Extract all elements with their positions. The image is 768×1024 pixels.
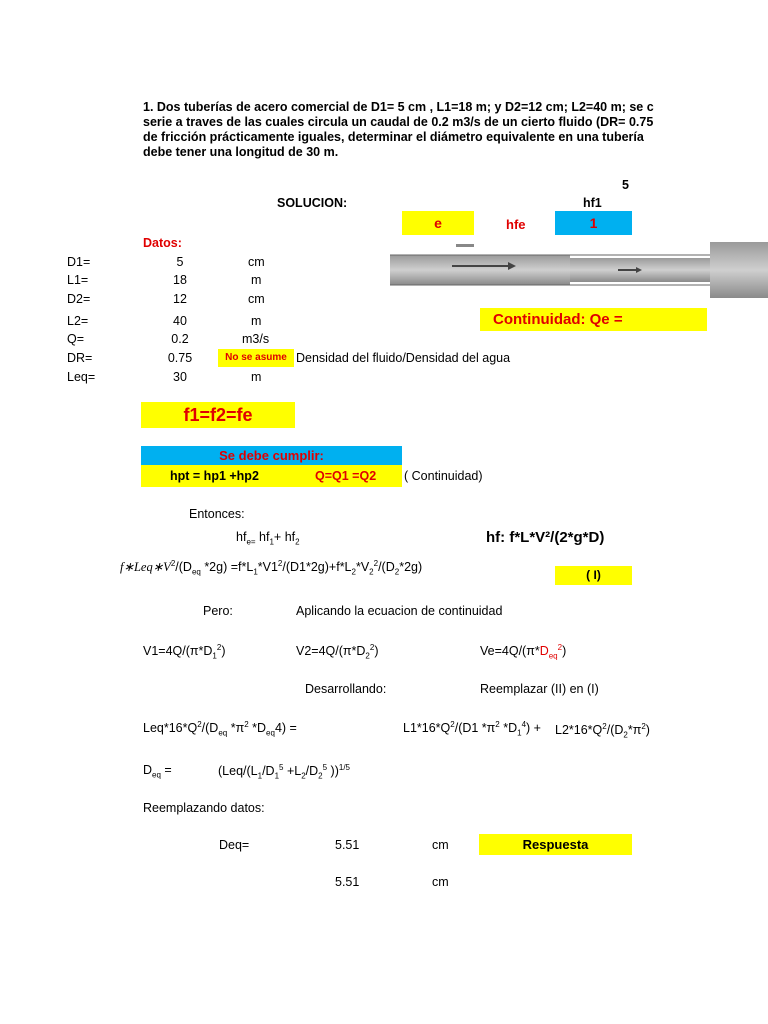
continuidad-box: Continuidad: Qe =	[480, 308, 707, 331]
datos-unit: m3/s	[242, 332, 270, 346]
datos-unit: m	[251, 273, 262, 287]
reemplazando-label: Reemplazando datos:	[143, 801, 265, 815]
datos-label: D1=	[67, 255, 91, 269]
datos-value: 40	[173, 314, 187, 328]
one-cell: 1	[555, 211, 632, 235]
datos-value: 5	[176, 255, 184, 269]
hf-formula: hf: f*L*V²/(2*g*D)	[486, 529, 605, 546]
dr-description: Densidad del fluido/Densidad del agua	[296, 351, 511, 365]
respuesta-badge: Respuesta	[479, 834, 632, 855]
datos-title: Datos:	[143, 236, 182, 250]
deq-result-value-2: 5.51	[335, 875, 360, 889]
large-pipe	[710, 242, 768, 298]
eq-i-label: ( I)	[555, 566, 632, 585]
l2-term: $L2*16*Q^2/(D_2*\pi^2)$	[555, 722, 650, 740]
hpt-equation: hpt = hp1 +hp2	[170, 469, 259, 483]
entonces-label: Entonces:	[189, 507, 245, 521]
small-pipe	[390, 255, 570, 285]
datos-unit: m	[251, 370, 262, 384]
l1-term: $L1*16*Q^2/(D1$ $*\pi^2$ $*D_1^4$) +	[403, 720, 541, 738]
no-se-asume-badge: No se asume	[218, 349, 294, 367]
datos-label: Q=	[67, 332, 85, 346]
datos-unit: cm	[248, 292, 265, 306]
datos-value: 0.2	[171, 332, 189, 346]
hfe-label: hfe	[506, 217, 526, 232]
reemplazar-label: Reemplazar (II) en (I)	[480, 682, 599, 696]
deq-result-unit: cm	[432, 838, 449, 852]
aplicando-label: Aplicando la ecuacion de continuidad	[296, 604, 503, 618]
deq-formula: ($Leq/(L_1/D_1^5 +L_2/D_2^5$ ))$^{1/5}$	[218, 763, 350, 781]
datos-unit: m	[251, 314, 262, 328]
problem-line: serie a traves de las cuales circula un caudal de 0.2 m3/s de un cierto fluido (DR= 0.75	[143, 115, 654, 129]
deq-result-label: Deq=	[219, 838, 250, 852]
datos-label: L2=	[67, 314, 89, 328]
pipe-diagram	[390, 240, 768, 300]
hf-sum-equation: $hf_{e=}$ $hf_1+ hf_2$	[236, 530, 300, 547]
datos-value: 12	[173, 292, 187, 306]
problem-statement	[143, 100, 654, 160]
deq-result-unit-2: cm	[432, 875, 449, 889]
friction-equality: f1=f2=fe	[141, 402, 295, 428]
e-cell: e	[402, 211, 474, 235]
continuidad-note: ( Continuidad)	[404, 469, 483, 483]
cell-five: 5	[622, 178, 629, 192]
problem-line: de fricción prácticamente iguales, determinar el diámetro equivalente en una tubería	[143, 130, 644, 144]
datos-label: DR=	[67, 351, 93, 365]
pero-label: Pero:	[203, 604, 233, 618]
leq-equation: $Leq*16*Q^2/(D_{eq}$ $*\pi^2$ $*D_{eq}4$) =	[143, 720, 297, 738]
energy-equation: $f∗Leq∗V^2/(D_{eq}$ $*2g) =f*L_1*V1^2/(D1*2g)+f*L_2*V_2^2/(D_2*2g)$	[120, 559, 423, 577]
desarrollando-label: Desarrollando:	[305, 682, 387, 696]
datos-label: Leq=	[67, 370, 96, 384]
deq-result-value: 5.51	[335, 838, 360, 852]
datos-value: 30	[173, 370, 187, 384]
datos-label: L1=	[67, 273, 89, 287]
problem-line: 1. Dos tuberías de acero comercial de D1= 5 cm , L1=18 m; y D2=12 cm; L2=40 m; se c	[143, 100, 654, 114]
deq-label: $D_{eq}$ =	[143, 763, 172, 780]
q-equation: Q=Q1 =Q2	[315, 469, 377, 483]
hf1-label: hf1	[583, 196, 602, 210]
problem-line: debe tener una longitud de 30 m.	[143, 145, 339, 159]
datos-unit: cm	[248, 255, 265, 269]
solucion-label: SOLUCION:	[277, 196, 348, 210]
datos-value: 0.75	[167, 351, 193, 365]
ve-equation: $Ve=4Q/(\pi*D_{eq}^2)$	[480, 643, 567, 661]
se-debe-cumplir-header: Se debe cumplir:	[141, 446, 402, 465]
v1-equation: $V1=4Q/(\pi*D_1^2)$	[143, 643, 226, 661]
datos-value: 18	[173, 273, 187, 287]
datos-label: D2=	[67, 292, 91, 306]
v2-equation: $V2=4Q/(\pi*D_2^2)$	[296, 643, 379, 661]
